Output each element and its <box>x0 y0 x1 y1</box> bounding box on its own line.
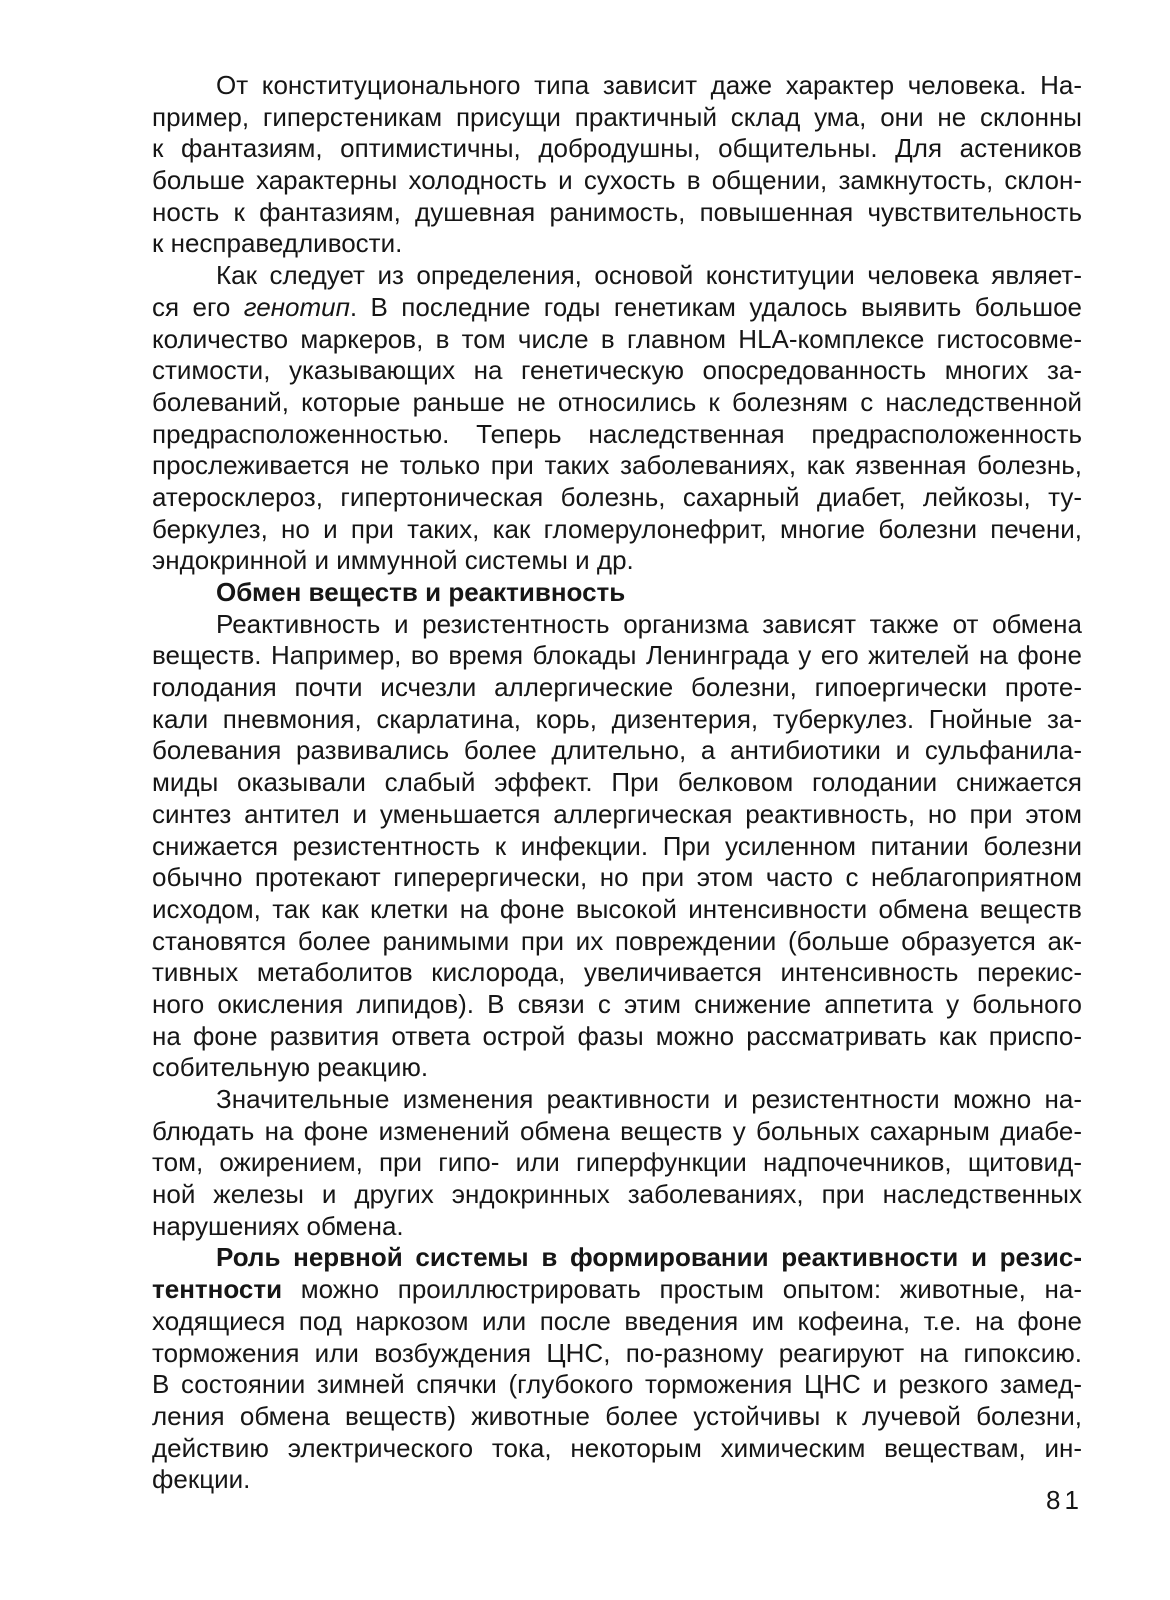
text-run: можно проиллюстрировать простым опытом: животные, на- <box>282 1274 1082 1305</box>
bold-lead-line: Роль нервной системы в формировании реактивности и резис- <box>216 1242 1082 1273</box>
text-line: эндокринной и иммунной системы и др. <box>152 545 634 576</box>
page-number: 81 <box>1046 1485 1083 1515</box>
text-line: больше характерны холодность и сухость в общении, замкнутость, склон- <box>152 165 1082 196</box>
text-line: ления обмена веществ) животные более устойчивы к лучевой болезни, <box>152 1400 1082 1431</box>
text-line: Реактивность и резистентность организма зависят также от обмена <box>216 608 1082 639</box>
text-line-bold-lead <box>152 1274 1082 1306</box>
section-heading-metabolism: Обмен веществ и реактивность <box>216 577 626 607</box>
text-line: болевания развивались более длительно, а антибиотики и сульфанила- <box>152 735 1082 766</box>
text-line: синтез антител и уменьшается аллергическая реактивность, но при этом <box>152 798 1082 829</box>
text-line: тивных метаболитов кислорода, увеличивается интенсивность перекис- <box>152 957 1082 988</box>
text-line: фекции. <box>152 1464 251 1495</box>
text-line: предрасположенностью. Теперь наследственная предрасположенность <box>152 418 1082 449</box>
text-line: ходящиеся под наркозом или после введения им кофеина, т.е. на фоне <box>152 1305 1082 1336</box>
text-line: нарушениях обмена. <box>152 1210 404 1241</box>
text-line: болеваний, которые раньше не относились к болезням с наследственной <box>152 386 1082 417</box>
text-line: ного окисления липидов). В связи с этим снижение аппетита у больного <box>152 988 1082 1019</box>
text-line: кали пневмония, скарлатина, корь, дизентерия, туберкулез. Гнойные за- <box>152 703 1082 734</box>
text-line: миды оказывали слабый эффект. При белковом голодании снижается <box>152 767 1082 798</box>
text-line: атеросклероз, гипертоническая болезнь, сахарный диабет, лейкозы, ту- <box>152 481 1082 512</box>
text-line: ность к фантазиям, душевная ранимость, повышенная чувствительность <box>152 196 1082 227</box>
paragraph-metabolism <box>152 609 1082 1084</box>
text-line: блюдать на фоне изменений обмена веществ у больных сахарным диабе- <box>152 1115 1082 1146</box>
text-line: Как следует из определения, основой конституции человека являет- <box>216 260 1082 291</box>
italic-term-genotype: генотип <box>243 291 350 322</box>
text-line: к несправедливости. <box>152 228 403 259</box>
text-line: В состоянии зимней спячки (глубокого торможения ЦНС и резкого замед- <box>152 1369 1082 1400</box>
paragraph-constitution-character <box>152 70 1082 260</box>
text-line: на фоне развития ответа острой фазы можно рассматривать как приспо- <box>152 1020 1082 1051</box>
text-line: беркулез, но и при таких, как гломерулонефрит, многие болезни печени, <box>152 513 1082 544</box>
text-run: ся его <box>152 291 244 322</box>
text-column <box>152 70 1082 1496</box>
text-run: . В последние годы генетикам удалось выявить большое <box>349 291 1083 322</box>
text-line: Значительные изменения реактивности и резистентности можно на- <box>216 1084 1082 1114</box>
paragraph-nervous-system <box>152 1242 1082 1496</box>
text-line: ной железы и других эндокринных заболеваниях, при наследственных <box>152 1179 1082 1210</box>
text-line: становятся более ранимыми при их повреждении (больше образуется ак- <box>152 925 1082 956</box>
text-line: исходом, так как клетки на фоне высокой интенсивности обмена веществ <box>152 893 1082 924</box>
text-line: прослеживается не только при таких заболеваниях, как язвенная болезнь, <box>152 450 1082 481</box>
text-line-genotype <box>152 292 1082 324</box>
paragraph-genotype <box>152 260 1082 577</box>
text-line: собительную реакцию. <box>152 1052 429 1083</box>
text-line: пример, гиперстеникам присущи практичный склад ума, они не склонны <box>152 101 1082 132</box>
text-line: обычно протекают гиперергически, но при этом часто с неблагоприятном <box>152 862 1082 893</box>
text-line: голодания почти исчезли аллергические болезни, гипоергически проте- <box>152 672 1082 703</box>
text-line: действию электрического тока, некоторым химическим веществам, ин- <box>152 1432 1082 1463</box>
text-line: том, ожирением, при гипо- или гиперфункции надпочечников, щитовид- <box>152 1147 1082 1178</box>
text-line: снижается резистентность к инфекции. При усиленном питании болезни <box>152 830 1082 861</box>
text-line: От конституционального типа зависит даже характер человека. На- <box>216 70 1082 100</box>
text-line: количество маркеров, в том числе в главном HLA-комплексе гистосовме- <box>152 323 1082 354</box>
text-line: к фантазиям, оптимистичны, добродушны, общительны. Для астеников <box>152 133 1082 164</box>
text-line: веществ. Например, во время блокады Ленинграда у его жителей на фоне <box>152 640 1082 671</box>
bold-term: тентности <box>152 1274 283 1305</box>
text-line: стимости, указывающих на генетическую опосредованность многих за- <box>152 355 1082 386</box>
text-line: торможения или возбуждения ЦНС, по-разному реагируют на гипоксию. <box>152 1337 1082 1368</box>
paragraph-endocrine <box>152 1084 1082 1242</box>
